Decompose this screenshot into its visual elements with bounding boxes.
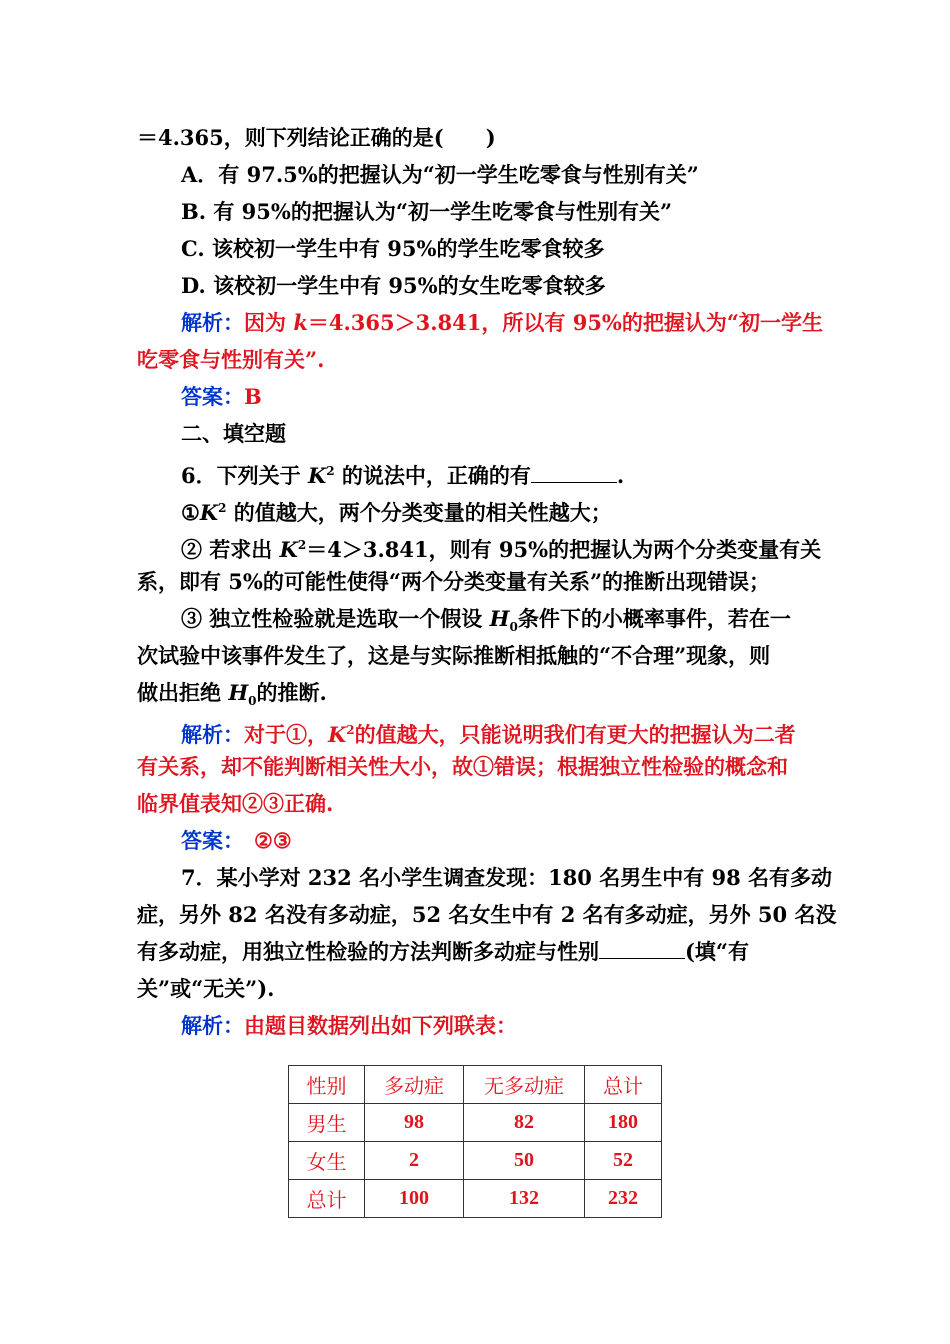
q6-stem-end: . [616,463,625,488]
q6-item1-text: 的值越大，两个分类变量的相关性越大； [226,500,612,525]
contingency-table [288,1065,662,1218]
q5-analysis-line1 [181,308,823,338]
table-cell: 50 [464,1142,585,1180]
q6-k-square: 2 [326,464,335,478]
q7-analysis-text: 由题目数据列出如下列联表： [244,1013,517,1038]
q6-answer-blank [531,462,617,483]
table-cell: 82 [464,1104,585,1142]
q7-line3 [137,937,749,967]
q7-analysis [181,1011,517,1041]
q5-option-b: B. 有 95%的把握认为“初一学生吃零食与性别有关” [181,199,673,224]
q7-line3-a: 有多动症，用独立性检验的方法判断多动症与性别 [137,939,599,964]
q5-answer [181,382,262,412]
q6-item1-marker: ① [181,500,200,525]
q6-item-3-line2: 次试验中该事件发生了，这是与实际推断相抵触的“不合理”现象，则 [137,643,771,668]
q7-line3-b: (填“有 [685,939,750,964]
q5-option-c: C. 该校初一学生中有 95%的学生吃零食较多 [181,236,605,261]
q6-analysis-label: 解析： [181,722,244,747]
q6-item-2-line2: 系，即有 5%的可能性使得“两个分类变量有关系”的推断出现错误； [137,569,771,594]
q6-item3-b: 条件下的小概率事件，若在一 [517,606,791,631]
q5-analysis-line2: 吃零食与性别有关”. [137,347,325,372]
q7-line1: 7．某小学对 232 名小学生调查发现：180 名男生中有 98 名有多动 [181,865,833,890]
table-cell: 2 [365,1142,464,1180]
table-row [289,1142,662,1180]
q6-analysis-b: 的值越大，只能说明我们有更大的把握认为二者 [354,722,796,747]
q5-stem-tail: ＝4.365，则下列结论正确的是( ) [137,125,496,150]
table-header-cell: 无多动症 [464,1066,585,1104]
table-header-row [289,1066,662,1104]
q6-answer-label: 答案： [181,828,244,853]
q6-item2-k: K [279,537,298,562]
q5-option-a: A．有 97.5%的把握认为“初一学生吃零食与性别有关” [181,162,699,187]
q6-answer-value: ②③ [254,828,292,853]
q6-stem-a: 6．下列关于 [181,463,308,488]
q6-item-3-line1 [181,604,791,642]
q5-analysis-text-b: ＝4.365＞3.841，所以有 95%的把握认为“初一学生 [307,310,823,335]
q7-line4: 关”或“无关”). [137,976,275,1001]
q6-analysis-square: 2 [346,723,355,737]
table-cell: 180 [585,1104,662,1142]
q5-answer-value: B [244,384,262,409]
q6-answer [181,826,292,856]
table-row [289,1180,662,1218]
table-cell: 女生 [289,1142,365,1180]
q7-answer-blank [599,938,685,959]
table-header-cell: 总计 [585,1066,662,1104]
table-cell: 总计 [289,1180,365,1218]
q6-item2-b: ＝4＞3.841，则有 95%的把握认为两个分类变量有关 [306,537,822,562]
q6-item3-h2: H [228,680,249,705]
q6-stem [181,456,624,491]
q6-analysis-line3: 临界值表知②③正确. [137,791,334,816]
table-cell: 男生 [289,1104,365,1142]
q6-analysis-k: K [328,722,347,747]
table-header-cell: 性别 [289,1066,365,1104]
q6-item-1 [181,493,612,528]
table-cell: 52 [585,1142,662,1180]
q7-line2: 症，另外 82 名没有多动症，52 名女生中有 2 名有多动症，另外 50 名没 [137,902,837,927]
q6-item-3-line3 [137,678,327,716]
table-row [289,1104,662,1142]
q6-analysis-a: 对于①， [244,722,328,747]
q6-item2-square: 2 [297,538,307,552]
q6-item3-d: 做出拒绝 [137,680,229,705]
q6-analysis-line2: 有关系，却不能判断相关性大小，故①错误；根据独立性检验的概念和 [137,754,788,779]
q5-analysis-k: k [293,310,308,335]
q6-item-2-line1 [181,530,821,565]
table-cell: 132 [464,1180,585,1218]
q6-item3-h-sub: 0 [509,620,518,635]
table-cell: 98 [365,1104,464,1142]
q7-analysis-label: 解析： [181,1013,244,1038]
q6-item3-h2-sub: 0 [248,694,257,709]
q6-item3-h: H [489,606,510,631]
q6-item2-a: ② 若求出 [181,537,280,562]
table-header-cell: 多动症 [365,1066,464,1104]
q6-k-symbol: K [307,463,327,488]
section-title: 二、填空题 [181,421,286,446]
q5-option-d: D. 该校初一学生中有 95%的女生吃零食较多 [181,273,606,298]
table-cell: 232 [585,1180,662,1218]
q5-analysis-label: 解析： [181,310,244,335]
q6-stem-b: 的说法中，正确的有 [334,463,531,488]
q6-item3-a: ③ 独立性检验就是选取一个假设 [181,606,490,631]
q6-item1-square: 2 [218,501,227,515]
q5-analysis-text-a: 因为 [244,310,294,335]
q6-item1-k: K [199,500,219,525]
q6-item3-e: 的推断. [256,680,327,705]
table-cell: 100 [365,1180,464,1218]
q6-analysis-line1 [181,715,796,750]
q5-answer-label: 答案： [181,384,244,409]
